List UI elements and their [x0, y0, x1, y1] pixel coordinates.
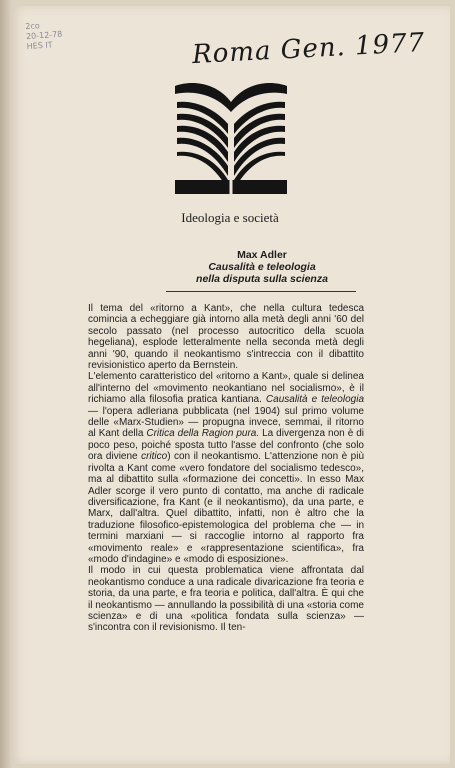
paragraph-3: Il modo in cui questa problematica viene affrontata dal neokantismo conduce a una radicale divaricazione fra teoria e storia, da una parte, e fra teoria e politica, dall'altra. È qui che il neokantismo — annullando la possibilità di una «storia come scienza» e di una «politica fondata sulla scienza» — s'incontra con il revisionismo. Il ten-	[88, 565, 364, 634]
pencil-annotation: 2co 20-12-78 HES IT	[25, 21, 63, 52]
book-header	[182, 249, 342, 285]
book-page	[10, 6, 450, 764]
book-title-line-1: Causalità e teleologia	[208, 261, 316, 273]
series-name: Ideologia e società	[181, 210, 279, 225]
open-book-logo-icon	[171, 72, 291, 197]
blurb-text	[88, 303, 364, 634]
book-title-line-2: nella disputa sulla scienza	[196, 273, 328, 285]
paragraph-1: Il tema del «ritorno a Kant», che nella cultura tedesca comincia a echeggiare già intorno alla metà degli anni '60 del secolo passato (nel processo autocritico della scuola hegeliana), esplode letteralmente nella seconda metà degli anni '90, quando il neokantismo s'intreccia con il dibattito revisionistico aperto da Bernstein.	[88, 303, 364, 372]
divider-rule	[166, 291, 356, 292]
author-name: Max Adler	[237, 249, 287, 261]
handwritten-inscription: Roma Gen. 1977	[191, 27, 426, 71]
paragraph-2: L'elemento caratteristico del «ritorno a Kant», quale si delinea all'interno del «movimento neokantiano nel socialismo», è il richiamo alla filosofia pratica kantiana. Causalità e teleologia — l'opera adleriana pubblicata (nel 1904) sul primo volume delle «Marx-Studien» — propugna invece, semmai, il ritorno al Kant della Critica della Ragion pura. La divergenza non è di poco peso, poiché sposta tutto l'asse del confronto (che solo ora diviene critico) con il neokantismo. L'attenzione non è più rivolta a Kant come «vero fondatore del socialismo tedesco», ma al dibattito sulla «formazione dei concetti». In esso Max Adler scorge il vero punto di contatto, ma anche di radicale diversificazione, fra Kant (e il neokantismo), da una parte, e Marx, dall'altra. Quel dibattito, infatti, non è altro che la traduzione filosofico-epistemologica del problema che — in termini marxiani — si raccoglie intorno al rapporto fra «movimento reale» e «rappresentazione scientifica», fra «modo d'indagine» e «modo di esposizione».	[88, 371, 365, 565]
